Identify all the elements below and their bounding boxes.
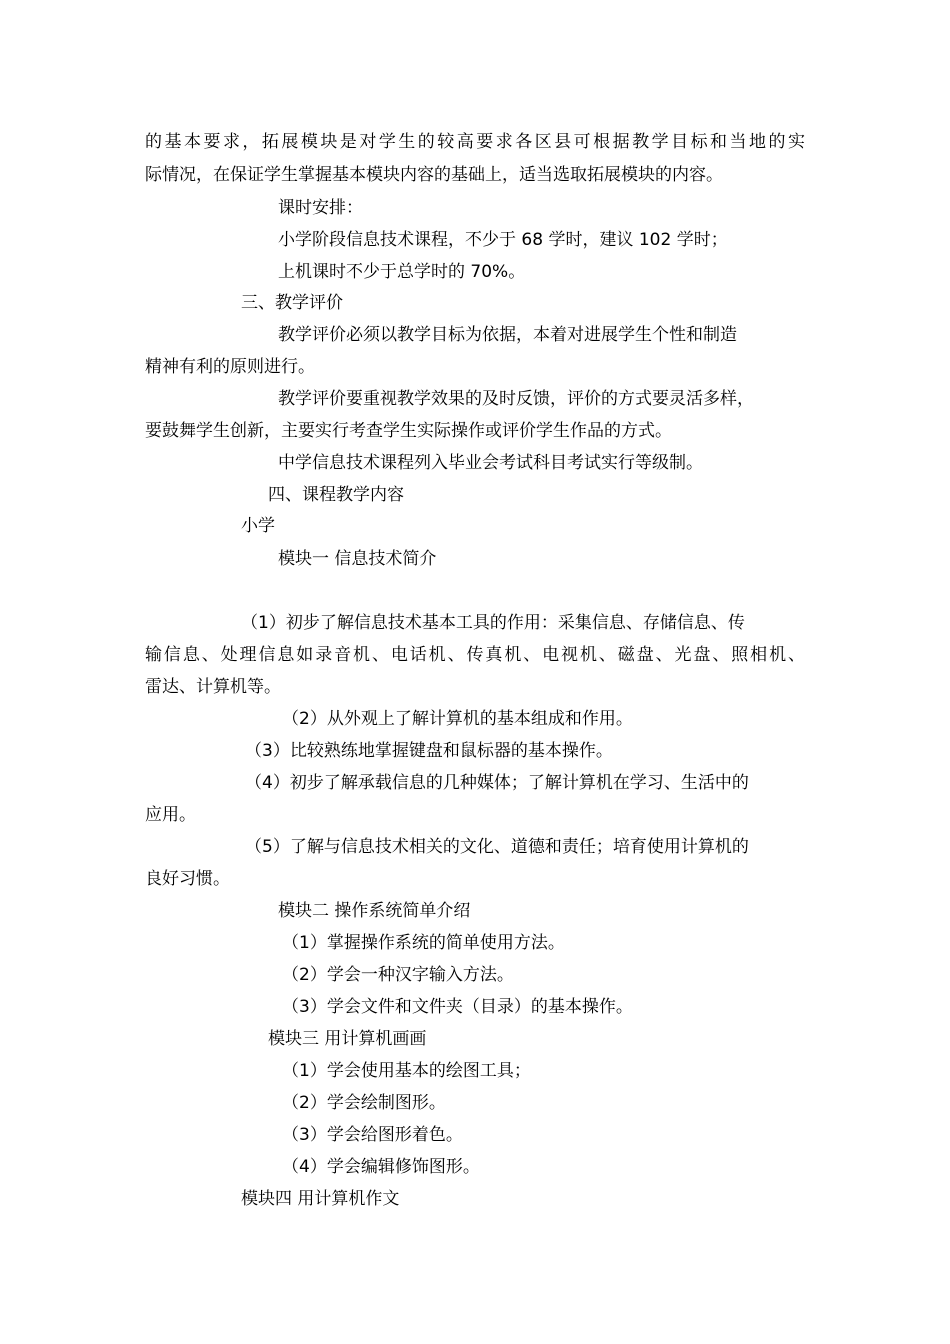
module-heading: 模块三 用计算机画画 [268,1029,427,1049]
list-item: （3）学会给图形着色。 [282,1125,463,1145]
paragraph-line: 教学评价要重视教学效果的及时反馈，评价的方式要灵活多样， [278,389,754,409]
list-item: （1）掌握操作系统的简单使用方法。 [282,933,565,953]
paragraph-line: 输信息、处理信息如录音机、电话机、传真机、电视机、磁盘、光盘、照相机、 [145,645,805,665]
list-item: （1）学会使用基本的绘图工具； [282,1061,531,1081]
paragraph-line: 要鼓舞学生创新，主要实行考查学生实际操作或评价学生作品的方式。 [145,421,672,441]
section-label: 课时安排： [278,198,363,218]
list-item: （2）学会一种汉字输入方法。 [282,965,514,985]
module-heading: 模块一 信息技术简介 [278,549,437,569]
section-heading: 三、教学评价 [241,293,343,313]
paragraph-line: 的基本要求，拓展模块是对学生的较高要求各区县可根据教学目标和当地的实 [145,132,805,152]
list-item: （3）学会文件和文件夹（目录）的基本操作。 [282,997,633,1017]
module-heading: 模块二 操作系统简单介绍 [278,901,471,921]
list-item: （2）学会绘制图形。 [282,1093,446,1113]
subsection-label: 小学 [241,516,275,536]
list-item: （3）比较熟练地掌握键盘和鼠标器的基本操作。 [245,741,613,761]
paragraph-line: 上机课时不少于总学时的 70%。 [278,262,526,282]
list-item: （4）学会编辑修饰图形。 [282,1157,480,1177]
paragraph-line: 精神有利的原则进行。 [145,357,315,377]
paragraph-line: 际情况，在保证学生掌握基本模块内容的基础上，适当选取拓展模块的内容。 [145,165,723,185]
module-heading: 模块四 用计算机作文 [241,1189,400,1209]
list-item: （4）初步了解承载信息的几种媒体；了解计算机在学习、生活中的 [245,773,749,793]
paragraph-line: 雷达、计算机等。 [145,677,281,697]
list-item: （1）初步了解信息技术基本工具的作用：采集信息、存储信息、传 [241,613,745,633]
list-item: （2）从外观上了解计算机的基本组成和作用。 [282,709,633,729]
paragraph-line: 教学评价必须以教学目标为依据，本着对进展学生个性和制造 [278,325,737,345]
paragraph-line: 良好习惯。 [145,869,230,889]
list-item: （5）了解与信息技术相关的文化、道德和责任；培育使用计算机的 [245,837,749,857]
paragraph-line: 中学信息技术课程列入毕业会考试科目考试实行等级制。 [278,453,703,473]
paragraph-line: 小学阶段信息技术课程，不少于 68 学时，建议 102 学时； [278,230,728,250]
paragraph-line: 应用。 [145,805,196,825]
section-heading: 四、课程教学内容 [268,485,404,505]
